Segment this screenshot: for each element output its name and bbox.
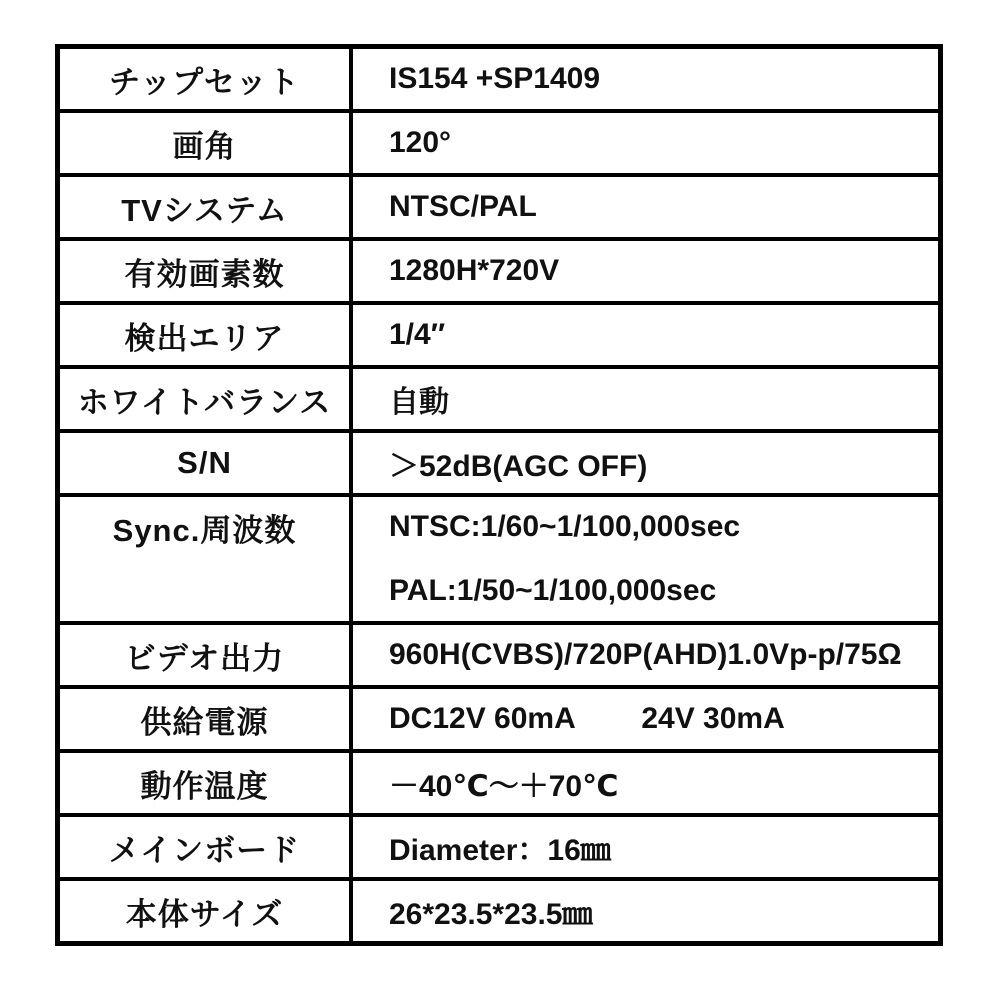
spec-label: 画角 — [172, 128, 237, 164]
table-row-detection-area — [58, 303, 941, 367]
spec-label: 動作温度 — [140, 768, 269, 804]
spec-value: 26*23.5*23.5㎜ — [389, 898, 593, 931]
table-row-effective-pixels — [58, 239, 941, 303]
spec-value: DC12V 60mA 24V 30mA — [389, 702, 785, 735]
table-row-sn-ratio — [58, 431, 941, 495]
spec-value: IS154 +SP1409 — [389, 62, 601, 95]
spec-label: 有効画素数 — [124, 256, 285, 292]
table-row-chipset — [58, 47, 941, 112]
spec-label: 検出エリア — [124, 320, 285, 356]
spec-label: ビデオ出力 — [124, 640, 285, 676]
spec-value: 120° — [389, 126, 452, 159]
spec-value: Diameter：16㎜ — [389, 834, 611, 867]
spec-label: メインボード — [108, 832, 301, 868]
table-row-tv-system — [58, 175, 941, 239]
spec-label: Sync.周波数 — [112, 512, 297, 548]
table-row-view-angle — [58, 111, 941, 175]
table-row-body-size — [58, 879, 941, 944]
spec-value: 960H(CVBS)/720P(AHD)1.0Vp-p/75Ω — [389, 638, 902, 671]
table-row-video-output — [58, 623, 941, 687]
spec-value: NTSC/PAL — [389, 190, 537, 223]
spec-label: 本体サイズ — [125, 896, 284, 932]
spec-label: S/N — [177, 445, 232, 480]
spec-label: TVシステム — [121, 192, 288, 228]
table-row-power-supply — [58, 687, 941, 751]
spec-value: 1/4″ — [389, 318, 446, 351]
spec-value-line-1: NTSC:1/60~1/100,000sec — [389, 510, 741, 543]
spec-value: －40℃～＋70℃ — [389, 770, 619, 803]
table-row-sync-frequency — [58, 495, 941, 623]
spec-value: 自動 — [389, 386, 449, 419]
spec-value: 1280H*720V — [389, 254, 560, 287]
spec-value-line-2: PAL:1/50~1/100,000sec — [389, 574, 717, 607]
table-row-white-balance — [58, 367, 941, 431]
spec-label: チップセット — [109, 64, 300, 100]
spec-table — [55, 44, 943, 946]
spec-label: ホワイトバランス — [77, 384, 332, 420]
table-row-main-board — [58, 815, 941, 879]
table-row-operating-temperature — [58, 751, 941, 815]
spec-value: ＞52dB(AGC OFF) — [389, 450, 648, 483]
spec-label: 供給電源 — [140, 704, 269, 740]
